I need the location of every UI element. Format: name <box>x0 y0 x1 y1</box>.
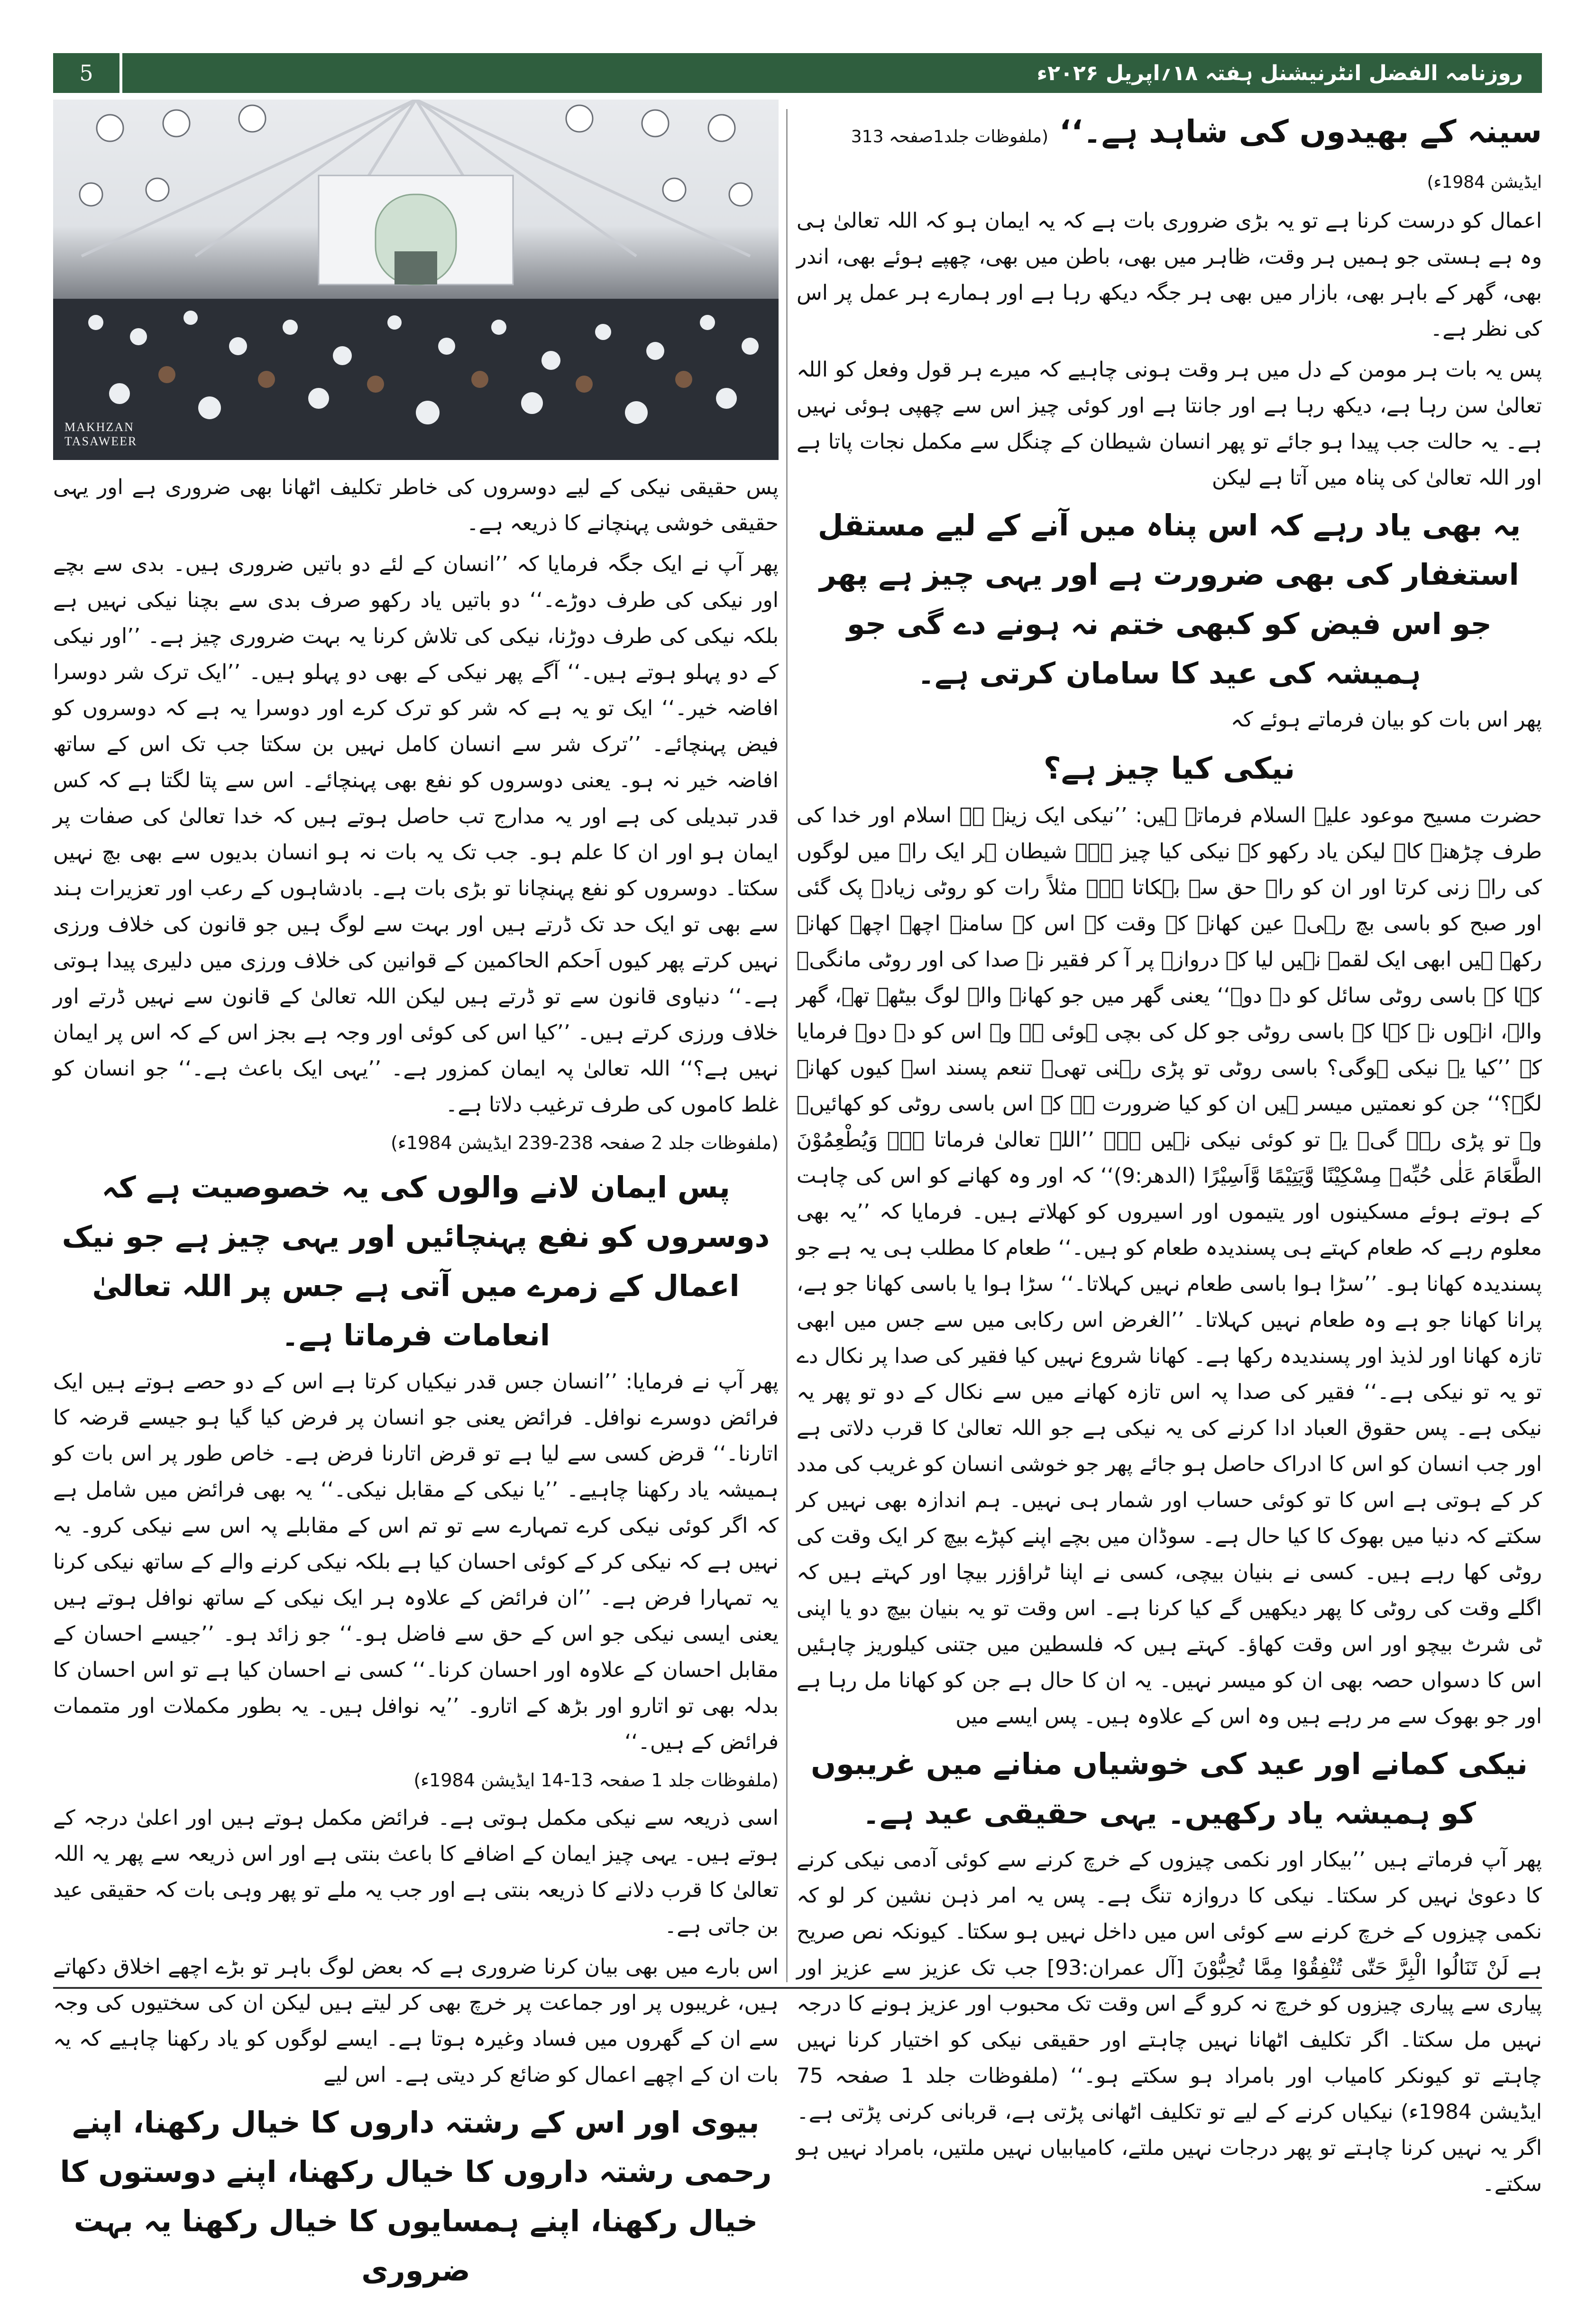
top-headline <box>797 109 1542 200</box>
top-headline-reference: (ملفوظات جلد1صفحہ 313 ایڈیشن 1984ء) <box>851 127 1542 192</box>
section-subheading: نیکی کیا چیز ہے؟ <box>1043 751 1295 786</box>
highlight-heading: نیکی کمانے اور عید کی خوشیاں منانے میں غریبوں کو ہمیشہ یاد رکھیں۔ یہی حقیقی عید ہے۔ <box>811 1747 1528 1830</box>
paragraph: پھر آپ نے فرمایا: ’’انسان جس قدر نیکیاں کرتا ہے اس کے دو حصے ہوتے ہیں ایک فرائض دوسرے نوافل۔ فرائض یعنی جو انسان پر فرض کیا گیا ہو جیسے قرضہ کا اتارنا۔‘‘ قرض کسی سے لیا ہے تو قرض اتارنا فرض ہے۔ خاص طور پر اس بات کو ہمیشہ یاد رکھنا چاہیے۔ ’’یا نیکی کے مقابل نیکی۔‘‘ یہ بھی فرائض میں شامل ہے کہ اگر کوئی نیکی کرے تمہارے سے تو تم اس کے مقابلے پہ اس سے نیکی کرو۔ یہ نہیں ہے کہ نیکی کر کے کوئی احسان کیا ہے بلکہ نیکی کرنے والے کے ساتھ نیکی کرنا یہ تمہارا فرض ہے۔ ’’ان فرائض کے علاوہ ہر ایک نیکی کے ساتھ نوافل ہوتے ہیں یعنی ایسی نیکی جو اس کے حق سے فاضل ہو۔‘‘ جو زائد ہو۔ ’’جیسے احسان کے مقابل احسان کے علاوہ اور احسان کرنا۔‘‘ کسی نے احسان کیا ہے تو اس احسان کا بدلہ بھی تو اتارو اور بڑھ کے اتارو۔ ’’یہ نوافل ہیں۔ یہ بطور مکملات اور متممات فرائض کے ہیں۔‘‘ <box>53 1370 779 1754</box>
watermark-line-1: MAKHZAN <box>64 420 134 434</box>
paragraph: پس یہ بات ہر مومن کے دل میں ہر وقت ہونی چاہیے کہ میرے ہر قول وفعل کو اللہ تعالیٰ سن رہا ہے، دیکھ رہا ہے اور جانتا ہے اور کوئی چیز اس سے چھپی ہوئی نہیں ہے۔ یہ حالت جب پیدا ہو جائے تو پھر انسان شیطان کے چنگل سے مکمل نجات پاتا ہے اور اللہ تعالیٰ کی پناہ میں آتا ہے لیکن <box>797 358 1542 490</box>
highlight-heading: پس ایمان لانے والوں کی یہ خصوصیت ہے کہ دوسروں کو نفع پہنچائیں اور یہی چیز ہے جو نیک اعمال کے زمرے میں آتی ہے جس پر اللہ تعالیٰ انعامات فرماتا ہے۔ <box>62 1170 770 1352</box>
highlight-heading: یہ بھی یاد رہے کہ اس پناہ میں آنے کے لیے مستقل استغفار کی بھی ضرورت ہے اور یہی چیز ہے پھر جو اس فیض کو کبھی ختم نہ ہونے دے گی جو ہمیشہ کی عید کا سامان کرتی ہے۔ <box>817 508 1521 690</box>
column-divider <box>786 109 788 1982</box>
left-column <box>53 469 779 2299</box>
paragraph: حضرت مسیح موعود علیہ السلام فرماتے ہیں: ’’نیکی ایک زینہ ہے اسلام اور خدا کی طرف چڑھنے کا۔ لیکن یاد رکھو کہ نیکی کیا چیز ہے۔ شیطان ہر ایک راہ میں لوگوں کی راہ زنی کرتا اور ان کو راہ حق سے بہکاتا ہے۔ مثلاً رات کو روٹی زیادہ پک گئی اور صبح کو باسی بچ رہی۔ عین کھانے کے وقت کہ اس کے سامنے اچھے اچھے کھانے رکھے ہیں ابھی ایک لقمہ نہیں لیا کہ دروازہ پر آ کر فقیر نے صدا کی اور روٹی مانگی۔ کہا کہ باسی روٹی سائل کو دے دو۔‘‘ یعنی گھر میں جو کھانے والے لوگ بیٹھے تھے، گھر والے، انہوں نے کہا کہ باسی روٹی جو کل کی بچی ہوئی ہے وہ اس کو دے دو۔ فرمایا کہ ’’کیا یہ نیکی ہوگی؟ باسی روٹی تو پڑی رہنی تھی۔ تنعم پسند اسے کیوں کھانے لگے؟‘‘ جن کو نعمتیں میسر ہیں ان کو کیا ضرورت ہے کہ اس باسی روٹی کو کھائیں۔ وہ تو پڑی رہے گی۔ یہ تو کوئی نیکی نہیں ہے۔ ’’اللہ تعالیٰ فرماتا ہے۔ وَيُطْعِمُوْنَ الطَّعَامَ عَلٰى حُبِّهٖ مِسْكِيْنًا وَّيَتِيْمًا وَّاَسِيْرًا (الدھر:9)‘‘ کہ اور وہ کھانے کو اس کی چاہت کے ہوتے ہوئے مسکینوں اور یتیموں اور اسیروں کو کھلاتے ہیں۔ فرمایا کہ ’’یہ بھی معلوم رہے کہ طعام کہتے ہی پسندیدہ طعام کو ہیں۔‘‘ طعام کا مطلب ہی یہ ہے جو پسندیدہ کھانا ہو۔ ’’سڑا ہوا باسی طعام نہیں کہلاتا۔‘‘ سڑا ہوا یا باسی کھانا جو ہے، پرانا کھانا جو ہے وہ طعام نہیں کہلاتا۔ ’’الغرض اس رکابی میں سے جس میں ابھی تازہ کھانا اور لذیذ اور پسندیدہ رکھا ہے۔ کھانا شروع نہیں کیا فقیر کی صدا پر نکال دے تو یہ تو نیکی ہے۔‘‘ فقیر کی صدا پہ اس تازہ کھانے میں سے نکال کے دو تو پھر یہ نیکی ہے۔ پس حقوق العباد ادا کرنے کی یہ نیکی ہے جو اللہ تعالیٰ کا قرب دلاتی ہے اور جب انسان کو اس کا ادراک حاصل ہو جائے پھر جو خوشی انسان کو غریب کی مدد کر کے ہوتی ہے اس کا تو کوئی حساب اور شمار ہی نہیں۔ ہم اندازہ بھی نہیں کر سکتے کہ دنیا میں بھوک کا کیا حال ہے۔ سوڈان میں بچے اپنے کپڑے بیچ کر ایک وقت کی روٹی کھا رہے ہیں۔ کسی نے بنیان بیچی، کسی نے اپنا ٹراؤزر بیچا اور کہتے ہیں کہ اگلے وقت کی روٹی کا پھر دیکھیں گے کیا کرنا ہے۔ اس وقت تو یہ بنیان بیچ دو یا اپنی ٹی شرٹ بیچو اور اس وقت کھاؤ۔ کہتے ہیں کہ فلسطین میں جتنی کیلوریز چاہئیں اس کا دسواں حصہ بھی ان کو میسر نہیں۔ یہ ان کا حال ہے جن کو کھانا مل رہا ہے اور جو بھوک سے مر رہے ہیں وہ اس کے علاوہ ہیں۔ پس ایسے میں <box>797 803 1542 1729</box>
top-headline-text: سینہ کے بھیدوں کی شاہد ہے۔‘‘ <box>1059 113 1542 150</box>
newspaper-title: روزنامہ الفضل انٹرنیشنل ہفتہ ۱۸؍اپریل ۲۰۲۶ء <box>1036 61 1523 85</box>
watermark-line-2: TASAWEER <box>64 434 138 448</box>
paragraph: پس حقیقی نیکی کے لیے دوسروں کی خاطر تکلیف اٹھانا بھی ضروری ہے اور یہی حقیقی خوشی پہنچانے کا ذریعہ ہے۔ <box>53 475 779 535</box>
photo-illustration <box>53 100 779 460</box>
reference-citation: (ملفوظات جلد 2 صفحہ 238-239 ایڈیشن 1984ء) <box>391 1132 779 1153</box>
bottom-rule <box>53 1987 1542 1989</box>
page-number: 5 <box>53 53 122 93</box>
paragraph: پھر آپ فرماتے ہیں ’’بیکار اور نکمی چیزوں کے خرچ کرنے سے کوئی آدمی نیکی کرنے کا دعویٰ نہیں کر سکتا۔ نیکی کا دروازہ تنگ ہے۔ پس یہ امر ذہن نشین کر لو کہ نکمی چیزوں کے خرچ کرنے سے کوئی اس میں داخل نہیں ہو سکتا۔ کیونکہ نص صریح ہے لَنْ تَنَالُوا الْبِرَّ حَتّٰى تُنْفِقُوْا مِمَّا تُحِبُّوْنَ [آل عمران:93] جب تک عزیز سے عزیز اور پیاری سے پیاری چیزوں کو خرچ نہ کرو گے اس وقت تک محبوب اور عزیز ہونے کا درجہ نہیں مل سکتا۔ اگر تکلیف اٹھانا نہیں چاہتے اور حقیقی نیکی کو اختیار کرنا نہیں چاہتے تو کیونکر کامیاب اور بامراد ہو سکتے ہو۔‘‘ (ملفوظات جلد 1 صفحہ 75 ایڈیشن 1984ء) نیکیاں کرنے کے لیے تو تکلیف اٹھانی پڑتی ہے، قربانی کرنی پڑتی ہے۔ اگر یہ نہیں کرنا چاہتے تو پھر درجات نہیں ملتے، کامیابیاں نہیں ملتیں، بامراد نہیں ہو سکتے۔ <box>797 1848 1542 2196</box>
paragraph: اس بارے میں بھی بیان کرنا ضروری ہے کہ بعض لوگ باہر تو بڑے اچھے اخلاق دکھاتے ہیں، غریبوں پر اور جماعت پر خرچ بھی کر لیتے ہیں لیکن ان کی سختیوں کی وجہ سے ان کے گھروں میں فساد وغیرہ ہوتا ہے۔ ایسے لوگوں کو یاد رکھنا چاہیے کہ یہ بات ان کے اچھے اعمال کو ضائع کر دیتی ہے۔ اس لیے <box>53 1955 779 2087</box>
photo-watermark <box>64 420 137 449</box>
highlight-heading: بیوی اور اس کے رشتہ داروں کا خیال رکھنا، اپنے رحمی رشتہ داروں کا خیال رکھنا، اپنے دوستوں کا خیال رکھنا، اپنے ہمسایوں کا خیال رکھنا یہ بہت ضروری <box>60 2105 772 2288</box>
paragraph: پھر اس بات کو بیان فرماتے ہوئے کہ <box>1230 708 1542 732</box>
mosque-congregation-photo <box>53 100 779 460</box>
page-header <box>53 53 1542 93</box>
paragraph: پھر آپ نے ایک جگہ فرمایا کہ ’’انسان کے لئے دو باتیں ضروری ہیں۔ بدی سے بچے اور نیکی کی طرف دوڑے۔‘‘ دو باتیں یاد رکھو صرف بدی سے بچنا نیکی نہیں ہے بلکہ نیکی کی طرف دوڑنا، نیکی کی تلاش کرنا یہ بہت ضروری چیز ہے۔ ’’اور نیکی کے دو پہلو ہوتے ہیں۔‘‘ آگے پھر نیکی کے بھی دو پہلو ہیں۔ ’’ایک ترک شر دوسرا افاضہ خیر۔‘‘ ایک تو یہ ہے کہ شر کو ترک کرے اور دوسرا یہ ہے کہ دوسروں کو فیض پہنچائے۔ ’’ترک شر سے انسان کامل نہیں بن سکتا جب تک اس کے ساتھ افاضہ خیر نہ ہو۔ یعنی دوسروں کو نفع بھی پہنچائے۔ اس سے پتا لگتا ہے کہ کس قدر تبدیلی کی ہے اور یہ مدارج تب حاصل ہوتے ہیں کہ خدا تعالیٰ کی صفات پر ایمان ہو اور ان کا علم ہو۔ جب تک یہ بات نہ ہو انسان بدیوں سے بھی بچ نہیں سکتا۔ دوسروں کو نفع پہنچانا تو بڑی بات ہے۔ بادشاہوں کے رعب اور تعزیرات ہند سے بھی تو ایک حد تک ڈرتے ہیں اور بہت سے لوگ ہیں جو قانون کی خلاف ورزی نہیں کرتے پھر کیوں اَحکم الحاکمین کے قوانین کی خلاف ورزی میں دلیری پیدا ہوتی ہے۔‘‘ دنیاوی قانون سے تو ڈرتے ہیں لیکن اللہ تعالیٰ کے قانون سے نہیں ڈرتے اور خلاف ورزی کرتے ہیں۔ ’’کیا اس کی کوئی اور وجہ ہے بجز اس کے کہ اس پر ایمان نہیں ہے؟‘‘ اللہ تعالیٰ پہ ایمان کمزور ہے۔ ’’یہی ایک باعث ہے۔‘‘ جو انسان کو غلط کاموں کی طرف ترغیب دلاتا ہے۔ <box>53 552 779 1117</box>
right-column <box>797 109 1542 2207</box>
paragraph: اعمال کو درست کرنا ہے تو یہ بڑی ضروری بات ہے کہ یہ ایمان ہو کہ اللہ تعالیٰ ہی وہ ہے ہستی جو ہمیں ہر وقت، ظاہر میں بھی، باطن میں بھی، چھپے ہوئے بھی، اندر بھی، گھر کے باہر بھی، بازار میں بھی ہر جگہ دیکھ رہا ہے اور ہمارے ہر عمل پر اس کی نظر ہے۔ <box>797 209 1542 341</box>
reference-citation: (ملفوظات جلد 1 صفحہ 13-14 ایڈیشن 1984ء) <box>413 1770 779 1791</box>
paragraph: اسی ذریعہ سے نیکی مکمل ہوتی ہے۔ فرائض مکمل ہوتے ہیں اور اعلیٰ درجہ کے ہوتے ہیں۔ یہی چیز ایمان کے اضافے کا باعث بنتی ہے اور اس ذریعہ سے پھر یہ اللہ تعالیٰ کا قرب دلانے کا ذریعہ بنتی ہے اور جب یہ ملے تو پھر وہی بات کہ حقیقی عید بن جاتی ہے۔ <box>53 1806 779 1938</box>
